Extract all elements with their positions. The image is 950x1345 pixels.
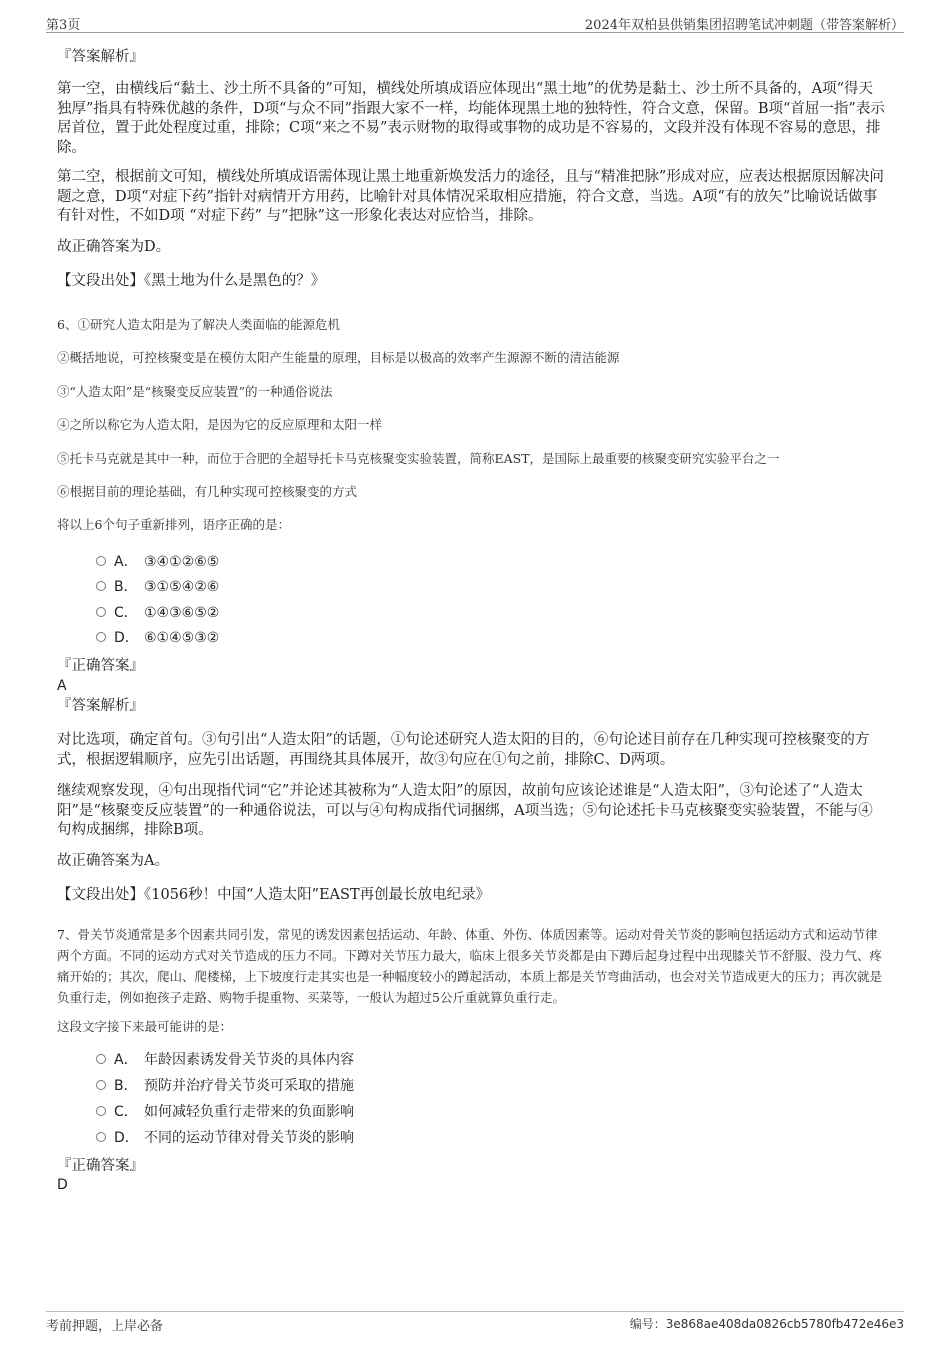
option-a[interactable] xyxy=(96,1049,354,1071)
option-letter: C． xyxy=(114,1104,138,1120)
option-letter: B． xyxy=(114,1078,138,1094)
correct-answer-label: 『正确答案』 xyxy=(57,658,144,674)
page-number: 第3页 xyxy=(46,18,81,33)
analysis-paragraph: 第一空，由横线后“黏土、沙土所不具备的”可知，横线处所填成语应体现出“黑土地”的优势是黏土、沙土所不具备的，A项“得天独厚”指具有特殊优越的条件，D项“与众不同”指跟大家不一样，均能体现黑土地的独特性，符合文意，保留。B项“首屈一指”表示居首位，置于此处程度过重，排除；C项“来之不易”表示财物的取得或事物的成功是不容易的，文段并没有体现不容易的意思，排除。 xyxy=(57,81,885,156)
page-header xyxy=(46,12,904,33)
analysis-label: 『答案解析』 xyxy=(57,49,144,65)
analysis-label: 『答案解析』 xyxy=(57,698,144,714)
option-b[interactable] xyxy=(96,1075,354,1097)
option-text: 预防并治疗骨关节炎可采取的措施 xyxy=(144,1078,354,1094)
correct-answer-label: 『正确答案』 xyxy=(57,1158,144,1174)
option-text: ⑥①④⑤③② xyxy=(144,630,220,646)
option-letter: D． xyxy=(114,1130,139,1146)
question-sentence: ③“人造太阳”是“核聚变反应装置”的一种通俗说法 xyxy=(57,384,333,399)
document-serial: 编号：3e868ae408da0826cb5780fb472e46e3 xyxy=(629,1317,904,1331)
question-sentence: 6、①研究人造太阳是为了解决人类面临的能源危机 xyxy=(57,317,340,332)
option-text: 年龄因素诱发骨关节炎的具体内容 xyxy=(144,1052,354,1068)
radio-icon[interactable] xyxy=(96,581,106,591)
radio-icon[interactable] xyxy=(96,1080,106,1090)
question-stem: 7、骨关节炎通常是多个因素共同引发，常见的诱发因素包括运动、年龄、体重、外伤、体质因素等。运动对骨关节炎的影响包括运动方式和运动节律两个方面。不同的运动方式对关节造成的压力不同。下蹲对关节压力最大，临床上很多关节炎都是由下蹲后起身过程中出现膝关节不舒服、没力气、疼痛开始的；其次，爬山、爬楼梯，上下坡度行走其实也是一种幅度较小的蹲起活动，本质上都是关节弯曲活动，也会对关节造成更大的压力；再次就是负重行走，例如抱孩子走路、购物手提重物、买菜等，一般认为超过5公斤重就算负重行走。 xyxy=(57,927,883,1005)
question-prompt: 这段文字接下来最可能讲的是： xyxy=(57,1019,233,1034)
radio-icon[interactable] xyxy=(96,1054,106,1064)
option-b[interactable] xyxy=(96,576,219,598)
analysis-paragraph: 对比选项，确定首句。③句引出“人造太阳”的话题，①句论述研究人造太阳的目的，⑥句论述目前存在几种实现可控核聚变的方式，根据逻辑顺序，应先引出话题，再围绕其具体展开，故③句应在①句之前，排除C、D两项。 xyxy=(57,732,870,768)
option-letter: C． xyxy=(114,605,138,621)
footer-slogan: 考前押题，上岸必备 xyxy=(46,1319,164,1334)
option-d[interactable] xyxy=(96,627,219,649)
option-text: ③①⑤④②⑥ xyxy=(144,579,220,595)
option-c[interactable] xyxy=(96,602,219,624)
radio-icon[interactable] xyxy=(96,607,106,617)
option-letter: A． xyxy=(114,1052,138,1068)
option-letter: B． xyxy=(114,579,138,595)
option-text: 不同的运动节律对骨关节炎的影响 xyxy=(144,1130,354,1146)
option-c[interactable] xyxy=(96,1101,354,1123)
radio-icon[interactable] xyxy=(96,632,106,642)
question-sentence: ④之所以称它为人造太阳，是因为它的反应原理和太阳一样 xyxy=(57,417,383,432)
radio-icon[interactable] xyxy=(96,556,106,566)
correct-answer: D xyxy=(57,1177,68,1193)
question-sentence: ②概括地说，可控核聚变是在模仿太阳产生能量的原理，目标是以极高的效率产生源源不断的清洁能源 xyxy=(57,350,620,365)
option-text: ③④①②⑥⑤ xyxy=(144,554,220,570)
option-text: 如何减轻负重行走带来的负面影响 xyxy=(144,1104,354,1120)
analysis-paragraph: 继续观察发现，④句出现指代词“它”并论述其被称为“人造太阳”的原因，故前句应该论述谁是“人造太阳”，③句论述了“人造太阳”是“核聚变反应装置”的一种通俗说法，可以与④句构成指代词捆绑，A项当选；⑤句论述托卡马克核聚变实验装置，不能与④句构成捆绑，排除B项。 xyxy=(57,783,873,838)
option-letter: A． xyxy=(114,554,138,570)
answer-conclusion: 故正确答案为A。 xyxy=(57,853,169,869)
question-sentence: ⑥根据目前的理论基础，有几种实现可控核聚变的方式 xyxy=(57,484,358,499)
radio-icon[interactable] xyxy=(96,1106,106,1116)
analysis-paragraph: 第二空，根据前文可知，横线处所填成语需体现让黑土地重新焕发活力的途径，且与“精准把脉”形成对应，应表达根据原因解决问题之意，D项“对症下药”指针对病情开方用药，比喻针对具体情况采取相应措施，符合文意，当选。A项“有的放矢”比喻说话做事有针对性，不如D项 “对症下药” 与“把脉”这一形象化表达对应恰当，排除。 xyxy=(57,169,884,224)
source-citation: 【文段出处】《1056秒！中国“人造太阳”EAST再创最长放电纪录》 xyxy=(57,887,491,903)
source-citation: 【文段出处】《黑土地为什么是黑色的？》 xyxy=(57,273,326,289)
radio-icon[interactable] xyxy=(96,1132,106,1142)
page-footer xyxy=(46,1311,904,1334)
option-a[interactable] xyxy=(96,551,219,573)
option-text: ①④③⑥⑤② xyxy=(144,605,220,621)
option-letter: D． xyxy=(114,630,139,646)
correct-answer: A xyxy=(57,678,67,694)
question-prompt: 将以上6个句子重新排列，语序正确的是： xyxy=(57,517,290,532)
question-sentence: ⑤托卡马克就是其中一种，而位于合肥的全超导托卡马克核聚变实验装置，简称EAST，是国际上最重要的核聚变研究实验平台之一 xyxy=(57,451,780,466)
answer-conclusion: 故正确答案为D。 xyxy=(57,239,171,255)
option-d[interactable] xyxy=(96,1127,354,1149)
document-title: 2024年双柏县供销集团招聘笔试冲刺题（带答案解析） xyxy=(584,18,904,33)
